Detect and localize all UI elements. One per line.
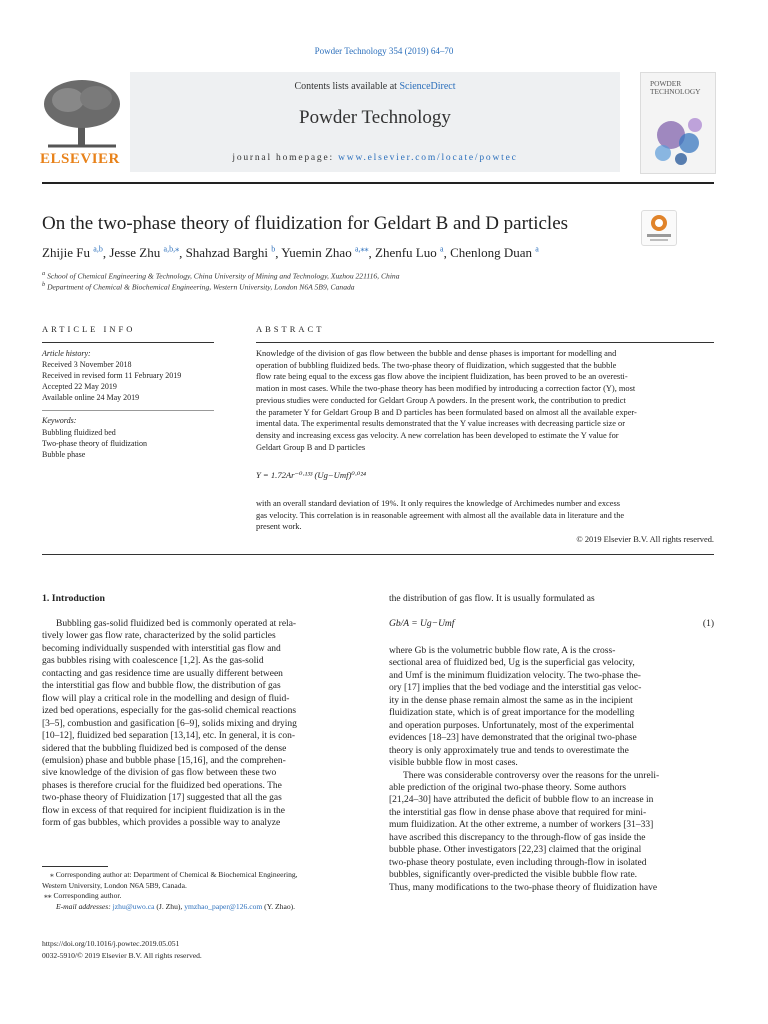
email-label: E-mail addresses:	[56, 901, 113, 911]
history-revised: Received in revised form 11 February 2019	[42, 371, 182, 380]
body-line: Thus, many modifications to the two-phase theory of fluidization have	[389, 882, 658, 893]
body-line: becoming individually suspended with interstitial gas flow and	[42, 643, 281, 654]
body-line: [3–5], combustion and gasification [6–9], solids mixing and drying	[42, 718, 297, 729]
body-line: sidered that the bubbling fluidized bed is composed of the dense	[42, 743, 287, 754]
abstract-line: the parameter Y for Geldart Group B and D particles has been formulated based on almost all the available exper-	[256, 407, 637, 417]
abstract-body-continued	[256, 498, 714, 533]
body-line: the distribution of gas flow. It is usually formulated as	[389, 594, 595, 604]
body-line: evidences [18–23] have demonstrated that the original two-phase	[389, 733, 637, 744]
journal-name: Powder Technology	[299, 107, 451, 128]
body-line: ized bed operations, especially for the gas-solid chemical reactions	[42, 706, 297, 717]
author-list: Zhijie Fu $^{a,b}$, Jesse Zhu $^{a,b,⁎}$, Shahzad Barghi $^b$, Yuemin Zhao $^{a,⁎⁎}$, Zhenfu Luo $^a$, Chenlong Duan $^a$	[42, 245, 539, 261]
author-5: Zhenfu Luo $^a$	[375, 245, 444, 261]
body-line: sive knowledge of the division of gas flow between these two	[42, 768, 277, 779]
keyword-2: Two-phase theory of fluidization	[42, 439, 147, 448]
body-line: flow will play a critical role in the modelling and design of fluid-	[42, 693, 290, 704]
history-online: Available online 24 May 2019	[42, 393, 140, 402]
footnotes	[42, 870, 372, 912]
abstract-line: flow rate being equal to the excess gas flow above the incipient fluidization, has been proved to be an overesti-	[256, 372, 628, 382]
email-link-zhu[interactable]: jzhu@uwo.ca	[112, 901, 155, 911]
copyright-line: © 2019 Elsevier B.V. All rights reserved.	[576, 535, 714, 544]
abstract-line: operation of bubbling fluidized beds. The two-phase theory of fluidization, which suggested that the bubble	[256, 360, 617, 370]
abstract-line: density and increasing excess gas velocity. A new correlation has been developed to estimate the Y value for	[256, 430, 619, 440]
author-1: Zhijie Fu $^{a,b}$	[42, 245, 103, 261]
abstract-line: mation in most cases. While the two-phase theory has been modified by introducing a correction factor (Y), most	[256, 384, 636, 394]
affiliation-a: $^a$ School of Chemical Engineering & Technology, China University of Mining and Technology, Xuzhou 221116, China	[42, 270, 400, 281]
body-line: sectional area of fluidized bed, Ug is the superficial gas velocity,	[389, 658, 635, 669]
abstract-line: present work.	[256, 522, 302, 532]
history-accepted: Accepted 22 May 2019	[42, 382, 117, 391]
equation-1: Gb/A = Ug−Umf	[389, 619, 455, 629]
body-line: and operation purposes. Unfortunately, most of the experimental	[389, 720, 634, 731]
body-line: form of gas bubbles, which provides a possible way to analyze	[42, 818, 281, 829]
body-line: Bubbling gas-solid fluidized bed is commonly operated at rela-	[56, 619, 297, 629]
body-line: gas bubbles rising with coalescence [1,2]. As the gas-solid	[42, 656, 264, 667]
doi-link[interactable]: https://doi.org/10.1016/j.powtec.2019.05.051	[42, 939, 180, 948]
affiliation-b: $^b$ Department of Chemical & Biochemical Engineering, Western University, London N6A 5B9, Canada	[42, 281, 355, 292]
footnote-rule	[42, 866, 108, 867]
body-line: phases is therefore crucial for the fluidized bed operations. The	[42, 780, 282, 791]
body-line: ory [17] implies that the bed vodiage and the interstitial gas veloc-	[389, 683, 642, 694]
footnote-corresponding-1: ⁎ Corresponding author at: Department of Chemical & Biochemical Engineering,	[50, 870, 298, 879]
journal-reference[interactable]: Powder Technology 354 (2019) 64–70	[314, 46, 454, 56]
abstract-body	[256, 348, 714, 453]
issn-line: 0032-5910/© 2019 Elsevier B.V. All rights reserved.	[42, 951, 202, 960]
check-updates-icon	[642, 211, 676, 245]
abstract-line: previous studies were conducted for Geldart Group A powders. In the present work, the contribution to predict	[256, 395, 626, 405]
abstract-line: gas velocity. This correlation is in reasonable agreement with almost all the available data in literature and the	[256, 510, 625, 520]
cover-title-line-1: POWDER	[650, 79, 682, 88]
body-line: able prediction of the original two-phase theory. Some authors	[389, 782, 627, 793]
body-line: (emulsion) phase and bubble phase [15,16], and the comprehen-	[42, 755, 286, 766]
abstract-bottom-rule	[42, 554, 714, 555]
body-line: where Gb is the volumetric bubble flow rate, A is the cross-	[389, 646, 616, 656]
article-title: On the two-phase theory of fluidization for Geldart B and D particles	[42, 213, 569, 234]
body-line: [10–12], fluidized bed separation [13,14], etc. In general, it is con-	[42, 731, 295, 742]
email-owner-zhu: (J. Zhu),	[154, 901, 185, 911]
intro-right-column	[389, 645, 714, 894]
body-line: theory is only approximately true and tends to overestimate the	[389, 745, 629, 756]
body-line: bubble phase. Other investigators [22,23] claimed that the original	[389, 845, 642, 856]
article-info-rule	[42, 342, 214, 343]
abstract-line: with an overall standard deviation of 19%. It only requires the knowledge of Archimedes number and excess	[256, 499, 620, 508]
body-line: two-phase theory postulate, even including through-flow in isolated	[389, 857, 647, 868]
body-line: visible bubble flow in most cases.	[389, 758, 518, 769]
sciencedirect-link[interactable]: ScienceDirect	[399, 81, 456, 92]
contents-line	[130, 81, 620, 92]
author-4: Yuemin Zhao $^{a,⁎⁎}$	[281, 245, 369, 261]
history-label: Article history:	[42, 349, 91, 358]
contents-prefix: Contents lists available at	[294, 81, 400, 92]
homepage-link[interactable]: www.elsevier.com/locate/powtec	[338, 153, 518, 163]
abstract-heading: ABSTRACT	[256, 324, 325, 334]
history-received: Received 3 November 2018	[42, 360, 132, 369]
journal-homepage	[130, 153, 620, 163]
equation-1-number: (1)	[702, 619, 714, 629]
cover-title-line-2: TECHNOLOGY	[650, 87, 701, 96]
abstract-rule	[256, 342, 714, 343]
author-3: Shahzad Barghi $^b$	[185, 245, 276, 261]
abstract-line: imental data. The experimental results demonstrated that the Y value increases with decreasing particle size or	[256, 419, 625, 429]
cover-title	[650, 80, 712, 96]
body-line: and Umf is the minimum fluidization velocity. The two-phase the-	[389, 670, 641, 681]
check-for-updates-badge[interactable]	[641, 210, 677, 246]
body-line: the interstitial gas flow and bubble flow, the distribution of gas	[42, 681, 281, 692]
body-line: the interstitial gas flow in dense phase above that required for mini-	[389, 807, 647, 818]
footnote-emails	[42, 902, 372, 913]
abstract-line: Geldart Group B and D particles	[256, 442, 366, 452]
section-heading-introduction: 1. Introduction	[42, 593, 105, 604]
header-rule	[42, 182, 714, 184]
footnote-corresponding-1-cont: Western University, London N6A 5B9, Canada.	[42, 880, 187, 890]
email-owner-zhao: (Y. Zhao).	[262, 901, 296, 911]
footnote-corresponding-2: ⁎⁎ Corresponding author.	[44, 891, 122, 900]
body-line: mum fluidization. At the other extreme, a number of workers [31–33]	[389, 820, 654, 831]
body-line: bubbles, significantly over-predicted the visible bubble flow rate.	[389, 870, 638, 881]
homepage-prefix: journal homepage:	[232, 153, 339, 163]
body-line: two-phase theory of Fluidization [17] suggested that all the gas	[42, 793, 282, 804]
abstract-line: Knowledge of the division of gas flow between the bubble and dense phases is important for modelling and	[256, 349, 617, 358]
email-link-zhao[interactable]: ymzhao_paper@126.com	[184, 901, 263, 911]
intro-left-column	[42, 618, 365, 830]
keywords-label: Keywords:	[42, 416, 77, 425]
article-info-heading: ARTICLE INFO	[42, 324, 136, 334]
intro-right-column-top	[389, 593, 714, 605]
body-line: have ascribed this discrepancy to the through-flow of gas inside the	[389, 832, 646, 843]
publisher-wordmark: ELSEVIER	[40, 151, 120, 167]
body-line: contacting and gas residence time are usually different between	[42, 668, 283, 679]
author-6: Chenlong Duan $^a$	[450, 245, 539, 261]
body-line: tively lower gas flow rate, characterized by the solid particles	[42, 631, 276, 642]
keyword-1: Bubbling fluidized bed	[42, 428, 116, 437]
keyword-3: Bubble phase	[42, 450, 86, 459]
body-line: flow in excess of that required for incipient fluidization is in the	[42, 805, 285, 816]
body-line: There was considerable controversy over the reasons for the unreli-	[403, 770, 660, 781]
author-2: Jesse Zhu $^{a,b,⁎}$	[109, 245, 180, 261]
body-line: fluidization state, which is of great importance for the modelling	[389, 708, 635, 719]
body-line: [21,24–30] have attributed the deficit of bubble flow to an increase in	[389, 795, 654, 806]
abstract-equation: Y = 1.72Ar⁻⁰·¹³³ (Ug−Umf)⁰·⁰²⁴	[256, 470, 366, 480]
body-line: ity in the dense phase remain almost the same as in the incipient	[389, 695, 633, 706]
keywords-rule	[42, 410, 214, 411]
